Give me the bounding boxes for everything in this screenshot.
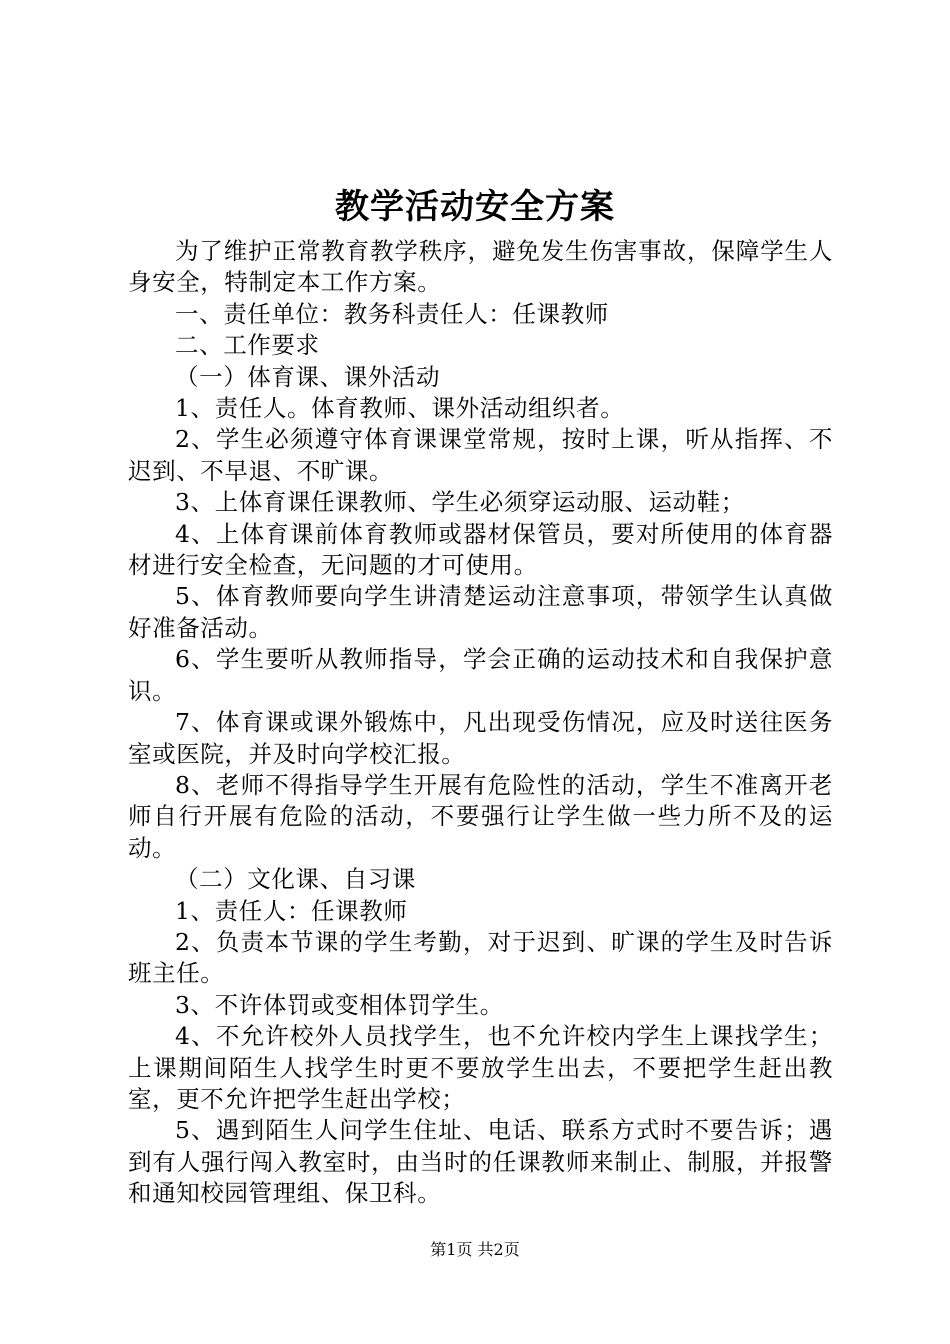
page-number: 第1页 共2页 xyxy=(430,1240,520,1259)
paragraph-intro: 为了维护正常教育教学秩序，避免发生伤害事故，保障学生人身安全，特制定本工作方案。 xyxy=(128,237,833,297)
document-body xyxy=(128,236,833,1210)
paragraph-item: 3、上体育课任课教师、学生必须穿运动服、运动鞋； xyxy=(175,488,745,517)
page-footer xyxy=(0,1238,950,1262)
paragraph-work-requirements-heading: 二、工作要求 xyxy=(175,331,320,360)
paragraph-item: 3、不许体罚或变相体罚学生。 xyxy=(175,990,504,1019)
paragraph-item: 2、学生必须遵守体育课课堂常规，按时上课，听从指挥、不迟到、不早退、不旷课。 xyxy=(128,425,833,485)
paragraph-item: 5、体育教师要向学生讲清楚运动注意事项，带领学生认真做好准备活动。 xyxy=(128,582,833,642)
paragraph-item: 5、遇到陌生人问学生住址、电话、联系方式时不要告诉；遇到有人强行闯入教室时，由当时的任课教师来制止、制服，并报警和通知校园管理组、保卫科。 xyxy=(128,1116,833,1208)
paragraph-item: 7、体育课或课外锻炼中，凡出现受伤情况，应及时送往医务室或医院，并及时向学校汇报。 xyxy=(128,708,833,768)
paragraph-item: 8、老师不得指导学生开展有危险性的活动，学生不准离开老师自行开展有危险的活动，不要强行让学生做一些力所不及的运动。 xyxy=(128,770,833,862)
paragraph-item: 1、责任人：任课教师 xyxy=(175,896,408,925)
paragraph-culture-section-heading: （二）文化课、自习课 xyxy=(175,865,416,894)
paragraph-item: 1、责任人。体育教师、课外活动组织者。 xyxy=(175,394,625,423)
paragraph-item: 4、不允许校外人员找学生，也不允许校内学生上课找学生；上课期间陌生人找学生时更不要放学生出去，不要把学生赶出教室，更不允许把学生赶出学校； xyxy=(128,1022,833,1113)
paragraph-responsible-unit: 一、责任单位：教务科责任人：任课教师 xyxy=(175,299,609,328)
paragraph-item: 4、上体育课前体育教师或器材保管员，要对所使用的体育器材进行安全检查，无问题的才可使用。 xyxy=(128,519,833,580)
paragraph-pe-section-heading: （一）体育课、课外活动 xyxy=(175,362,441,391)
paragraph-item: 6、学生要听从教师指导，学会正确的运动技术和自我保护意识。 xyxy=(128,645,833,705)
document-title: 教学活动安全方案 xyxy=(335,187,615,227)
paragraph-item: 2、负责本节课的学生考勤，对于迟到、旷课的学生及时告诉班主任。 xyxy=(128,927,833,988)
